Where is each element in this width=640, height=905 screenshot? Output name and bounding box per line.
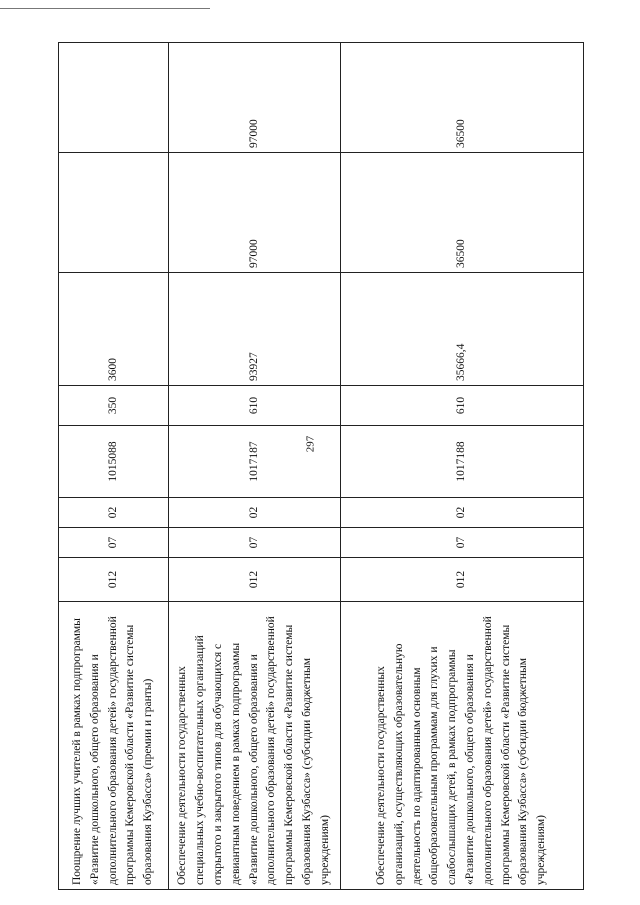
target-code: 1017188 xyxy=(341,426,584,498)
table-row xyxy=(59,43,169,890)
expense-type-code: 610 xyxy=(169,386,341,426)
section-code: 07 xyxy=(59,528,169,558)
ministry-code: 012 xyxy=(169,558,341,602)
budget-table xyxy=(58,42,584,890)
amount-year-2: 97000 xyxy=(169,153,341,273)
page-number: 297 xyxy=(304,435,317,453)
amount-year-1: 3600 xyxy=(59,273,169,386)
section-code: 07 xyxy=(341,528,584,558)
amount-year-2: 36500 xyxy=(341,153,584,273)
rotated-table-container xyxy=(58,43,583,890)
row-description: Обеспечение деятельности государственных организаций, осуществляющих образовательную деятельность по адаптированным основным общеобразовательным программам для глухих и слабослышащих детей, в рамках подпрограммы «Развитие дошкольного, общего образования и дополнительного образования детей» государственной программы Кемеровской области «Развитие системы образования Кузбасса» (субсидии бюджетным учреждениям) xyxy=(341,602,584,890)
expense-type-code: 350 xyxy=(59,386,169,426)
amount-year-2 xyxy=(59,153,169,273)
ministry-code: 012 xyxy=(341,558,584,602)
target-code: 1015088 xyxy=(59,426,169,498)
subsection-code: 02 xyxy=(341,498,584,528)
header-rule xyxy=(0,8,210,9)
expense-type-code: 610 xyxy=(341,386,584,426)
subsection-code: 02 xyxy=(169,498,341,528)
row-description: Обеспечение деятельности государственных специальных учебно-воспитательных организаций открытого и закрытого типов для обучающихся с девиантным поведением в рамках подпрограммы «Развитие дошкольного, общего образования и дополнительного образования детей» государственной программы Кемеровской области «Развитие системы образования Кузбасса» (субсидии бюджетным учреждениям) xyxy=(169,602,341,890)
amount-year-3: 36500 xyxy=(341,43,584,153)
amount-year-1: 93927 xyxy=(169,273,341,386)
budget-table-rotated xyxy=(58,43,583,890)
ministry-code: 012 xyxy=(59,558,169,602)
target-code: 1017187 xyxy=(169,426,341,498)
section-code: 07 xyxy=(169,528,341,558)
table-row xyxy=(341,43,584,890)
amount-year-3: 97000 xyxy=(169,43,341,153)
row-description: Поощрение лучших учителей в рамках подпрограммы «Развитие дошкольного, общего образования и дополнительного образования детей» государственной программы Кемеровской области «Развитие системы образования Кузбасса» (премии и гранты) xyxy=(59,602,169,890)
amount-year-1: 35666,4 xyxy=(341,273,584,386)
table-row xyxy=(169,43,341,890)
amount-year-3 xyxy=(59,43,169,153)
subsection-code: 02 xyxy=(59,498,169,528)
